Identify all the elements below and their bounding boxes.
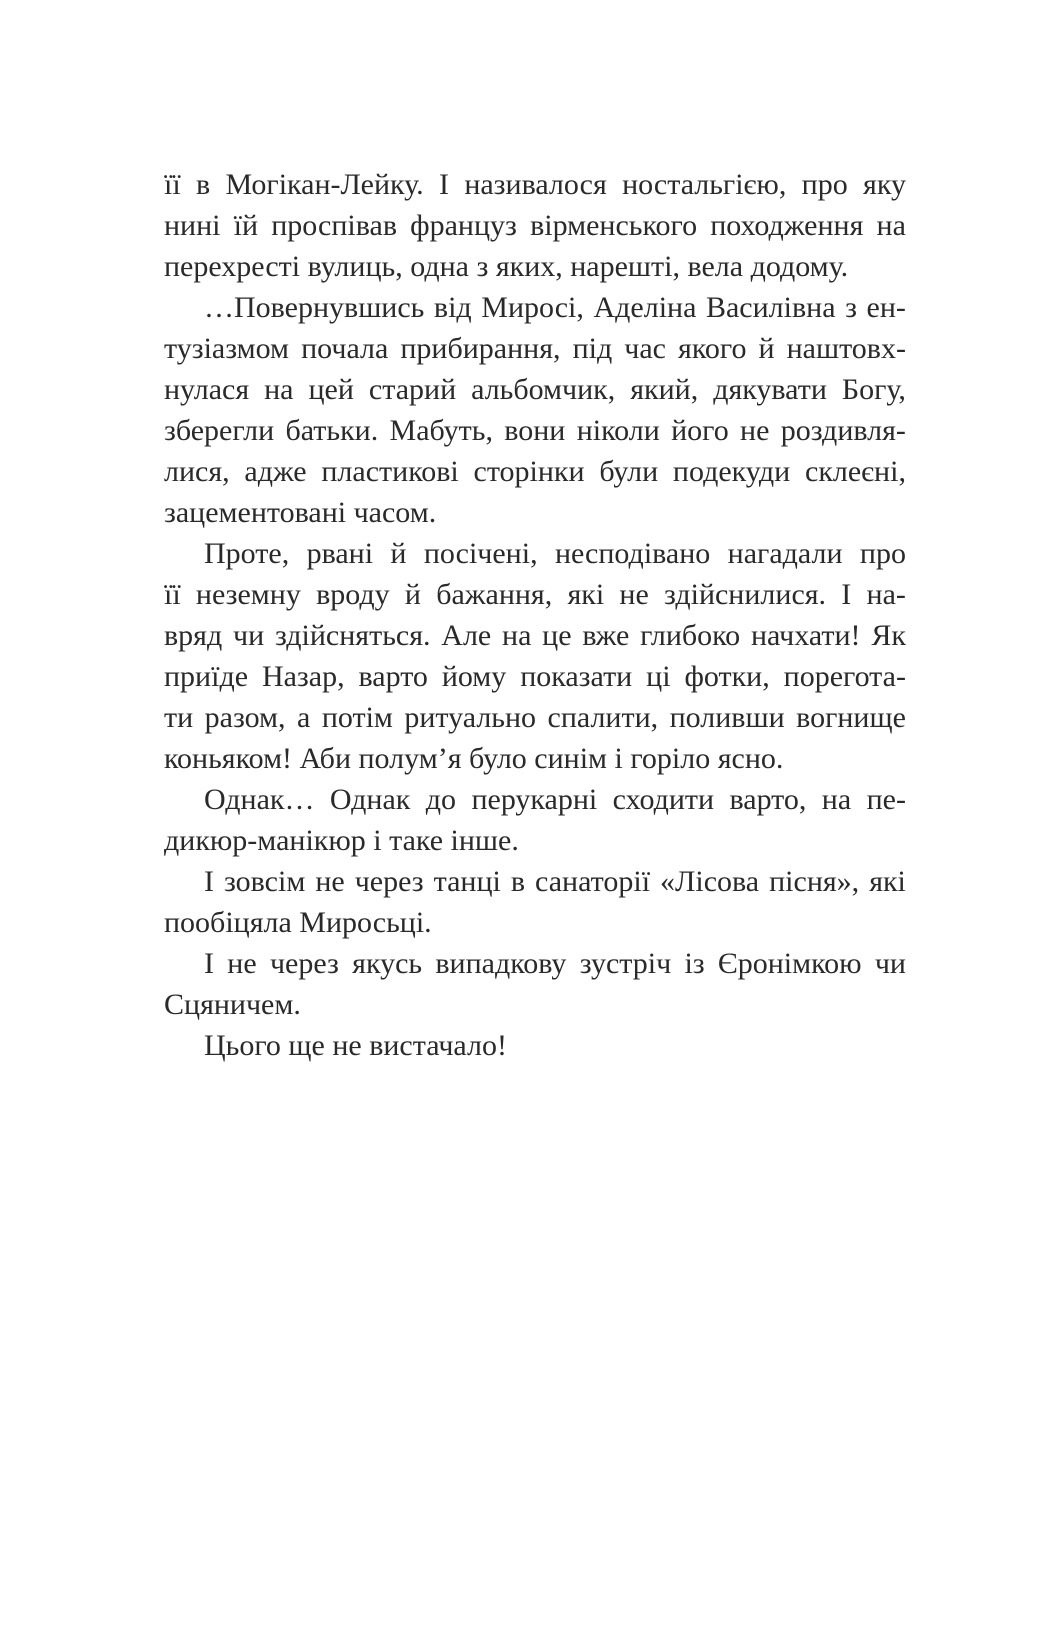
word: Як [871, 619, 906, 652]
word: дякувати [713, 373, 827, 406]
text-line [164, 205, 906, 246]
word: потім [321, 701, 393, 734]
text-line [164, 615, 906, 656]
word: Василівна [705, 291, 836, 324]
word: її [164, 168, 181, 201]
word: здійснилися. [664, 578, 827, 611]
word: лися, [164, 455, 230, 488]
word: випадкову [435, 947, 567, 980]
text-line [164, 533, 906, 574]
word: ностальгією, [622, 168, 787, 201]
word: Аделіна [593, 291, 697, 324]
word: вряд [164, 619, 223, 652]
word: із [684, 947, 705, 980]
word: Мабуть, [389, 414, 493, 447]
word: Богу, [841, 373, 906, 406]
word: були [599, 455, 659, 488]
word: на [264, 373, 294, 406]
word: йому [441, 660, 507, 693]
paragraph [164, 861, 906, 943]
text-line [164, 287, 906, 328]
text-line [164, 328, 906, 369]
text-line [164, 369, 906, 410]
text-line: Сцяничем. [164, 988, 301, 1021]
word: начхати! [750, 619, 861, 652]
word: І [439, 168, 449, 201]
word: час [624, 332, 666, 365]
text-line: дикюр-манікюр і таке інше. [164, 824, 519, 857]
word: не [740, 414, 770, 447]
text-line [164, 410, 906, 451]
word: ен- [866, 291, 906, 324]
text-line [164, 656, 906, 697]
text-line [164, 574, 906, 615]
word: вони [504, 414, 566, 447]
word: склеєні, [805, 455, 906, 488]
word: й [390, 537, 407, 570]
word: цей [308, 373, 354, 406]
text-line [164, 164, 906, 205]
word: наштовх- [786, 332, 906, 365]
word: чи [874, 947, 906, 980]
word: Миросі, [481, 291, 584, 324]
word: який, [630, 373, 699, 406]
word: «Лісова [660, 865, 760, 898]
word: зустріч [579, 947, 672, 980]
word: здійсняться. [274, 619, 431, 652]
paragraph [164, 287, 906, 533]
word: пластикові [321, 455, 459, 488]
word: його [671, 414, 729, 447]
word: через [269, 947, 339, 980]
word: пе- [866, 783, 906, 816]
word: посічені, [423, 537, 538, 570]
word: неземну [195, 578, 301, 611]
word: вже [582, 619, 630, 652]
word: проспівав [271, 209, 397, 242]
word: Однак [329, 783, 411, 816]
word: це [542, 619, 572, 652]
text-line: Цього ще не вистачало! [204, 1029, 507, 1062]
word: її [164, 578, 181, 611]
word: сторінки [473, 455, 585, 488]
text-line [164, 861, 906, 902]
word: ці [646, 660, 671, 693]
word: фотки, [684, 660, 770, 693]
word: зовсім [224, 865, 306, 898]
paragraph [164, 1025, 906, 1066]
word: француз [410, 209, 517, 242]
word: а [297, 701, 311, 734]
word: про [859, 537, 906, 570]
word: І [204, 865, 214, 898]
word: вроду [316, 578, 390, 611]
word: зберегли [164, 414, 275, 447]
word: батьки. [285, 414, 379, 447]
word: прибирання, [400, 332, 561, 365]
word: порегота- [783, 660, 906, 693]
word: глибоко [640, 619, 741, 652]
paragraph [164, 164, 906, 287]
word: називалося [464, 168, 607, 201]
word: варто [358, 660, 428, 693]
word: через [354, 865, 424, 898]
word: про [801, 168, 848, 201]
text-line: пообіцяла Миросьці. [164, 906, 432, 939]
word: нулася [164, 373, 250, 406]
word: рвані [306, 537, 374, 570]
word: їй [233, 209, 259, 242]
paragraph [164, 533, 906, 779]
text-line: зацементовані часом. [164, 496, 437, 529]
word: ти [164, 701, 194, 734]
word: роздивля- [780, 414, 906, 447]
word: якого [678, 332, 747, 365]
word: тузіазмом [164, 332, 290, 365]
word: Однак… [204, 783, 315, 816]
word: не [227, 947, 257, 980]
word: варто, [729, 783, 807, 816]
word: старий [368, 373, 457, 406]
paragraph [164, 943, 906, 1025]
word: перукарні [471, 783, 598, 816]
text-line: коньяком! Аби полум’я було синім і горіло ясно. [164, 742, 784, 775]
word: від [433, 291, 472, 324]
word: подекуди [672, 455, 791, 488]
word: сходити [612, 783, 715, 816]
paragraph [164, 779, 906, 861]
word: на [821, 783, 852, 816]
word: з [845, 291, 857, 324]
word: й [758, 332, 775, 365]
word: в [510, 865, 526, 898]
word: не [315, 865, 345, 898]
word: в [195, 168, 211, 201]
word: ритуально [404, 701, 537, 734]
word: почала [301, 332, 389, 365]
word: санаторії [535, 865, 651, 898]
word: під [572, 332, 613, 365]
word: Єронімкою [717, 947, 862, 980]
word: приїде [164, 660, 249, 693]
word: вогнище [796, 701, 906, 734]
word: ніколи [576, 414, 660, 447]
word: на- [866, 578, 906, 611]
word: нині [164, 209, 221, 242]
word: поливши [669, 701, 785, 734]
page-text-block [164, 164, 906, 1066]
word: на [876, 209, 906, 242]
word: І [204, 947, 214, 980]
word: пісня», [769, 865, 860, 898]
text-line [164, 943, 906, 984]
word: Назар, [261, 660, 345, 693]
word: походження [710, 209, 864, 242]
word: адже [244, 455, 307, 488]
word: й [404, 578, 421, 611]
word: спалити, [547, 701, 659, 734]
word: Але [441, 619, 492, 652]
word: які [567, 578, 605, 611]
word: чи [233, 619, 265, 652]
word: несподівано [554, 537, 711, 570]
text-line: перехресті вулиць, одна з яких, нарешті, вела додому. [164, 250, 849, 283]
word: нагадали [727, 537, 843, 570]
word: вірменського [530, 209, 698, 242]
word: танці [433, 865, 501, 898]
text-line [164, 779, 906, 820]
word: І [841, 578, 852, 611]
word: до [425, 783, 457, 816]
word: …Повернувшись [204, 291, 425, 324]
word: не [619, 578, 649, 611]
word: які [869, 865, 906, 898]
word: альбомчик, [471, 373, 616, 406]
word: Проте, [204, 537, 290, 570]
word: Могікан-Лейку. [225, 168, 424, 201]
text-line [164, 697, 906, 738]
word: яку [863, 168, 906, 201]
word: показати [520, 660, 633, 693]
word: на [502, 619, 532, 652]
text-line [164, 451, 906, 492]
word: разом, [204, 701, 286, 734]
word: бажання, [436, 578, 553, 611]
word: якусь [352, 947, 423, 980]
